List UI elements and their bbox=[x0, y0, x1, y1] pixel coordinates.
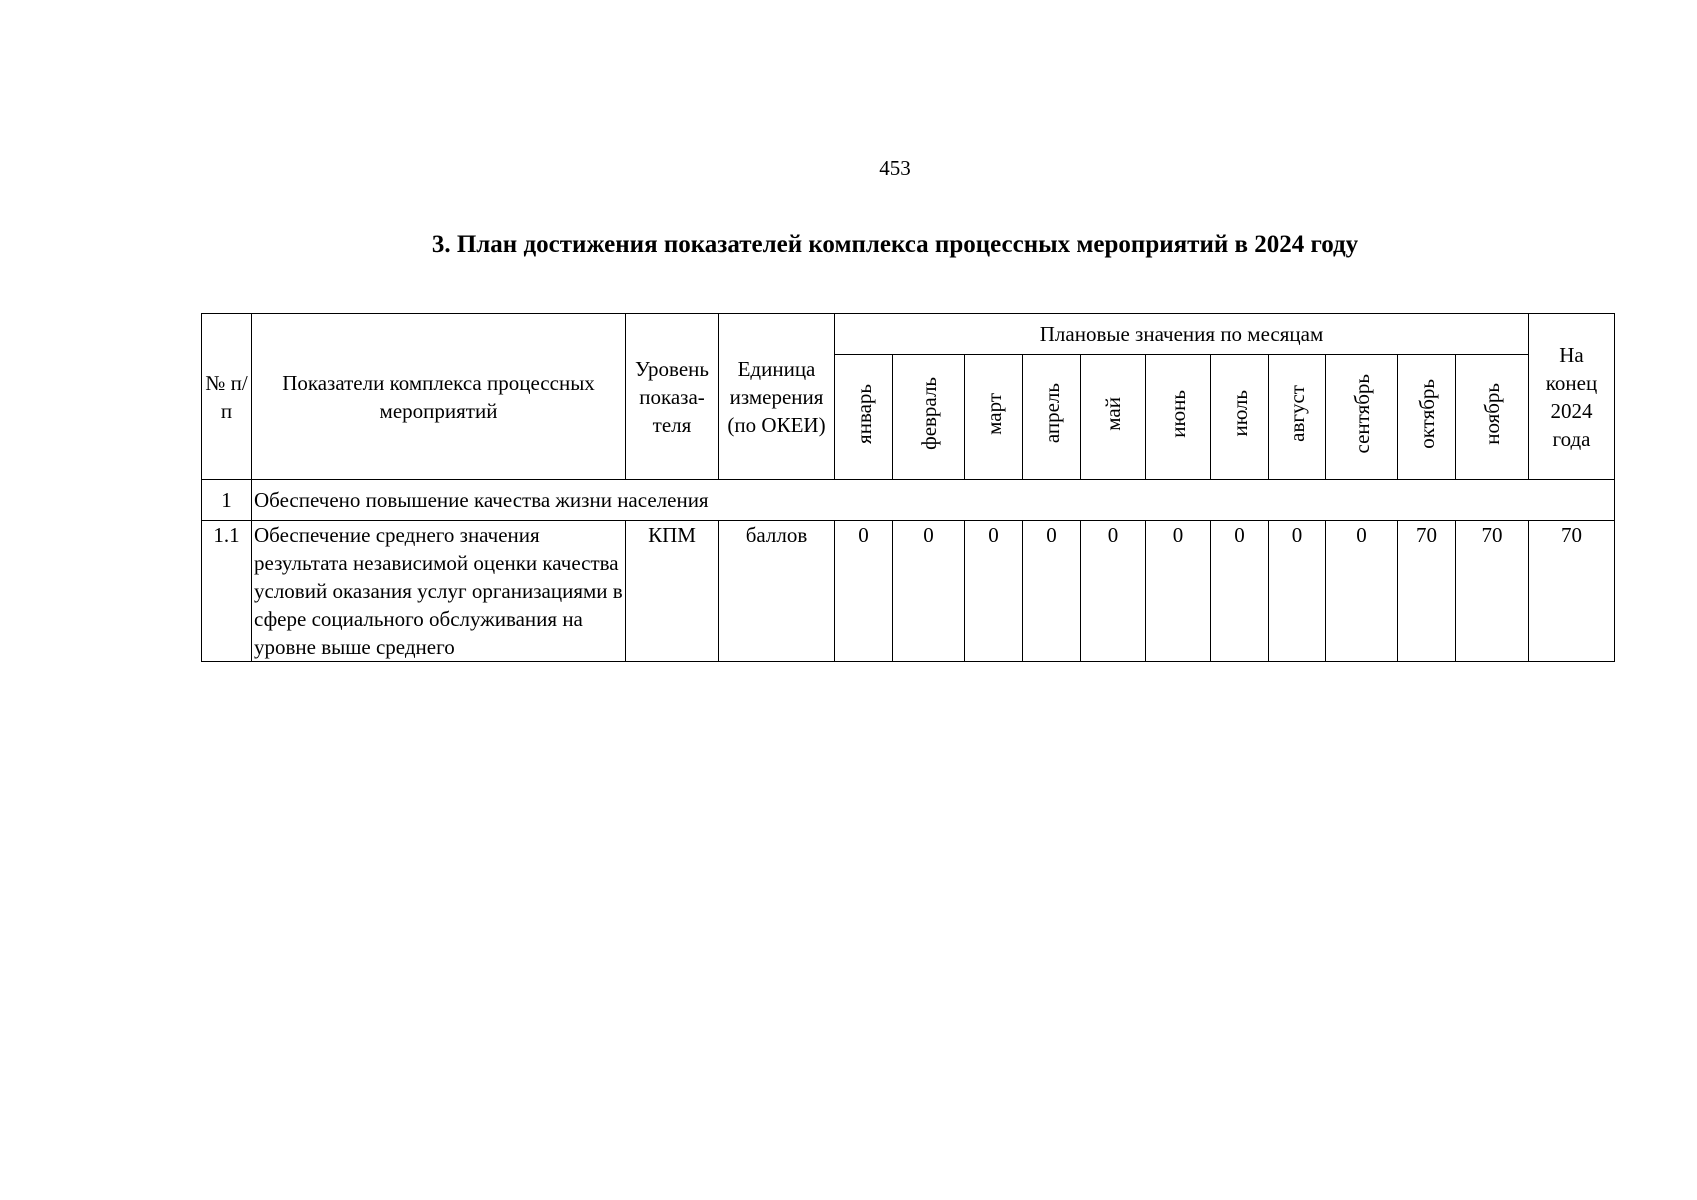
header-unit: Единица измерения (по ОКЕИ) bbox=[719, 314, 835, 480]
section-num: 1 bbox=[202, 480, 252, 521]
row-month-value: 0 bbox=[1023, 521, 1081, 662]
row-unit: баллов bbox=[719, 521, 835, 662]
row-month-value: 0 bbox=[893, 521, 965, 662]
header-month bbox=[1081, 355, 1146, 480]
row-month-value: 0 bbox=[965, 521, 1023, 662]
month-label: январь bbox=[851, 383, 876, 444]
row-month-value: 70 bbox=[1456, 521, 1529, 662]
header-month bbox=[965, 355, 1023, 480]
header-indicator: Показатели комплекса процессных мероприятий bbox=[252, 314, 626, 480]
header-level: Уровень показа-теля bbox=[626, 314, 719, 480]
header-month bbox=[1211, 355, 1269, 480]
plan-table bbox=[201, 313, 1615, 662]
row-month-value: 0 bbox=[1326, 521, 1398, 662]
month-label: июль bbox=[1227, 390, 1252, 437]
section-row bbox=[202, 480, 1615, 521]
section-label: Обеспечено повышение качества жизни населения bbox=[252, 480, 1615, 521]
header-month bbox=[1023, 355, 1081, 480]
month-label: октябрь bbox=[1414, 378, 1439, 449]
header-month bbox=[835, 355, 893, 480]
month-label: ноябрь bbox=[1480, 382, 1504, 445]
row-indicator: Обеспечение среднего значения результата независимой оценки качества условий оказания услуг организациями в сфере социального обслуживания на уровне выше среднего bbox=[252, 521, 626, 662]
page-number: 453 bbox=[879, 156, 911, 180]
month-label: март bbox=[981, 392, 1006, 435]
month-label: июнь bbox=[1166, 389, 1190, 438]
header-months-group: Плановые значения по месяцам bbox=[835, 314, 1529, 355]
row-level: КПМ bbox=[626, 521, 719, 662]
header-month bbox=[1456, 355, 1529, 480]
row-year-end: 70 bbox=[1529, 521, 1615, 662]
month-label: сентябрь bbox=[1349, 373, 1374, 454]
row-num: 1.1 bbox=[202, 521, 252, 662]
document-title: 3. План достижения показателей комплекса процессных мероприятий в 2024 году bbox=[431, 231, 1359, 258]
row-month-value: 70 bbox=[1398, 521, 1456, 662]
row-month-value: 0 bbox=[1211, 521, 1269, 662]
header-month bbox=[1146, 355, 1211, 480]
table-row bbox=[202, 521, 1615, 662]
header-month bbox=[1398, 355, 1456, 480]
header-month bbox=[1326, 355, 1398, 480]
row-month-value: 0 bbox=[1146, 521, 1211, 662]
month-label: февраль bbox=[916, 377, 941, 450]
month-label: апрель bbox=[1039, 383, 1064, 444]
header-year-end: На конец 2024 года bbox=[1529, 314, 1615, 480]
header-row-1 bbox=[202, 314, 1615, 355]
header-month bbox=[893, 355, 965, 480]
month-label: май bbox=[1101, 396, 1125, 431]
row-month-value: 0 bbox=[1269, 521, 1326, 662]
row-month-value: 0 bbox=[835, 521, 893, 662]
row-month-value: 0 bbox=[1081, 521, 1146, 662]
header-num: № п/п bbox=[202, 314, 252, 480]
header-month bbox=[1269, 355, 1326, 480]
month-label: август bbox=[1285, 385, 1309, 442]
